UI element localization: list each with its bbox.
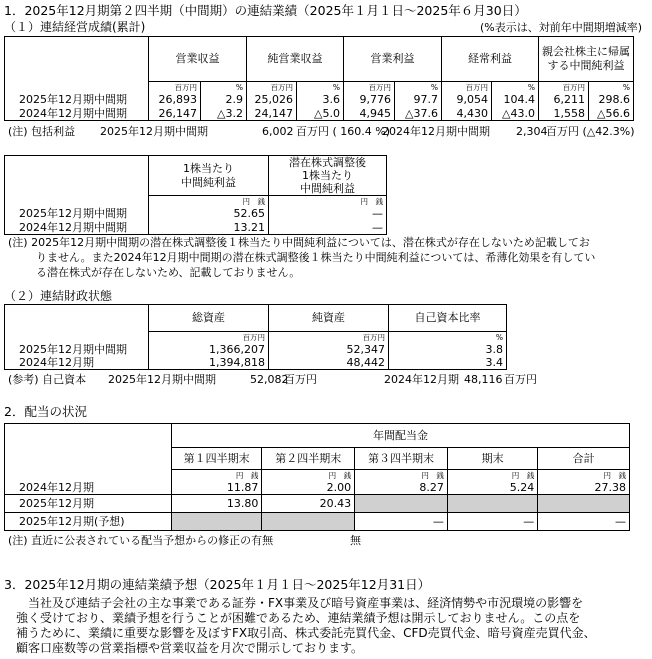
table-row bbox=[5, 343, 507, 356]
cell: 104.4 bbox=[492, 93, 539, 107]
unit-yen: 円 銭 bbox=[447, 470, 537, 481]
cell: 13.80 bbox=[171, 495, 261, 513]
row-label: 2024年12月期中間期 bbox=[5, 221, 149, 235]
cell: — bbox=[538, 513, 630, 531]
cell-empty bbox=[355, 495, 448, 513]
unit-yen: 円 銭 bbox=[538, 470, 630, 481]
unit-amount: 百万円 bbox=[442, 82, 492, 93]
unit-amount: 百万円 bbox=[149, 332, 269, 343]
cell: 298.6 bbox=[589, 93, 634, 107]
equity-ref-p1-unit: 百万円 bbox=[284, 373, 317, 386]
cell: 9,776 bbox=[344, 93, 395, 107]
cell: 2.9 bbox=[201, 93, 247, 107]
row-label: 2024年12月期 bbox=[5, 356, 149, 370]
cell: 1,394,818 bbox=[149, 356, 269, 370]
table-row bbox=[5, 221, 387, 235]
header-equity-ratio: 自己資本比率 bbox=[389, 305, 507, 332]
header-diluted-eps: 潜在株式調整後 1株当たり 中間純利益 bbox=[269, 156, 387, 196]
table-row bbox=[5, 356, 507, 370]
cell: 6,211 bbox=[539, 93, 589, 107]
unit-yen: 円 銭 bbox=[269, 196, 387, 207]
header-q2-end: 第２四半期末 bbox=[262, 448, 355, 470]
equity-ref-p1-label: 2025年12月期中間期 bbox=[108, 373, 216, 386]
row-label: 2024年12月期中間期 bbox=[5, 107, 149, 121]
cell: 20.43 bbox=[262, 495, 355, 513]
cell: 25,026 bbox=[247, 93, 297, 107]
dividends-table bbox=[4, 423, 630, 531]
cell: — bbox=[269, 207, 387, 221]
header-eps: 1株当たり 中間純利益 bbox=[149, 156, 269, 196]
cell: 4,430 bbox=[442, 107, 492, 121]
unit-pct: % bbox=[395, 82, 442, 93]
equity-ref-label: (参考) 自己資本 bbox=[8, 373, 87, 386]
cell-empty bbox=[262, 513, 355, 531]
unit-pct: % bbox=[297, 82, 344, 93]
forecast-paragraph: 当社及び連結子会社の主な事業である証券・FX事業及び暗号資産事業は、経済情勢や市況環境の影響を 強く受けており、業績予想を行うことが困難であるため、連結業績予想は開示しておりません。この点を 補うために、業績に重要な影響を及ぼすFX取引高、株式委託売買代金、CFD売買代金、暗号資産売買代金、 顧客口座数等の営業指標や営業収益を月次で開示しております。 bbox=[16, 596, 596, 655]
cell: 2.00 bbox=[262, 481, 355, 495]
cell-empty bbox=[447, 495, 537, 513]
row-label: 2025年12月期(予想) bbox=[5, 513, 172, 531]
unit-yen: 円 銭 bbox=[262, 470, 355, 481]
eps-table bbox=[4, 155, 387, 235]
unit-amount: 百万円 bbox=[539, 82, 589, 93]
eps-note: (注) 2025年12月期中間期の潜在株式調整後１株当たり中間純利益については、潜在株式が存在しないため記載してお りません。また2024年12月期中間期の潜在株式調整後１株当たり中間純利益については、希薄化効果を有してい る潜在株式が存在しないため、記載しておりません。 bbox=[8, 236, 596, 279]
cell: 13.21 bbox=[149, 221, 269, 235]
header-net-income: 親会社株主に帰属 する中間純利益 bbox=[539, 37, 634, 82]
equity-ref-p2-unit: 百万円 bbox=[504, 373, 537, 386]
header-fy-end: 期末 bbox=[447, 448, 537, 470]
cell: 3.6 bbox=[297, 93, 344, 107]
cell-empty bbox=[538, 495, 630, 513]
cell: 4,945 bbox=[344, 107, 395, 121]
comprehensive-income-p2-unit: 百万円 (△42.3%) bbox=[546, 125, 635, 138]
unit-amount: 百万円 bbox=[247, 82, 297, 93]
unit-amount: 百万円 bbox=[344, 82, 395, 93]
cell: △37.6 bbox=[395, 107, 442, 121]
header-ordinary-income: 経常利益 bbox=[442, 37, 539, 82]
cell: 26,147 bbox=[149, 107, 201, 121]
sub2-title: （２）連結財政状態 bbox=[4, 289, 113, 303]
row-label: 2025年12月期 bbox=[5, 495, 172, 513]
cell: — bbox=[269, 221, 387, 235]
pct-note: (%表示は、対前年中間期増減率) bbox=[479, 21, 642, 34]
table-row bbox=[5, 207, 387, 221]
cell: 24,147 bbox=[247, 107, 297, 121]
unit-amount: 百万円 bbox=[149, 82, 201, 93]
cell: △5.0 bbox=[297, 107, 344, 121]
section3-title: 3．2025年12月期の連結業績予想（2025年１月１日～2025年12月31日） bbox=[4, 577, 431, 592]
unit-yen: 円 銭 bbox=[355, 470, 448, 481]
cell: △3.2 bbox=[201, 107, 247, 121]
sub1-title: （１）連結経営成績(累計) bbox=[4, 20, 146, 34]
comprehensive-income-label: (注) 包括利益 bbox=[8, 125, 76, 138]
cell: 3.4 bbox=[389, 356, 507, 370]
header-q1-end: 第１四半期末 bbox=[171, 448, 261, 470]
cell: — bbox=[447, 513, 537, 531]
dividend-revision-note: (注) 直近に公表されている配当予想からの修正の有無 bbox=[8, 534, 274, 547]
table-row bbox=[5, 513, 630, 531]
row-label: 2025年12月期中間期 bbox=[5, 93, 149, 107]
row-label: 2025年12月期中間期 bbox=[5, 343, 149, 356]
header-operating-revenue: 営業収益 bbox=[149, 37, 247, 82]
cell: 52.65 bbox=[149, 207, 269, 221]
cell: 9,054 bbox=[442, 93, 492, 107]
table-row bbox=[5, 93, 634, 107]
comprehensive-income-p1-value: 6,002 bbox=[262, 125, 294, 138]
unit-pct: % bbox=[201, 82, 247, 93]
cell: 48,442 bbox=[269, 356, 389, 370]
dividend-revision-value: 無 bbox=[350, 534, 361, 547]
table-row bbox=[5, 481, 630, 495]
header-total-assets: 総資産 bbox=[149, 305, 269, 332]
financial-position-table bbox=[4, 304, 507, 370]
cell: 52,347 bbox=[269, 343, 389, 356]
table-row bbox=[5, 495, 630, 513]
equity-ref-p2-value: 48,116 bbox=[464, 373, 503, 386]
cell: 27.38 bbox=[538, 481, 630, 495]
header-q3-end: 第３四半期末 bbox=[355, 448, 448, 470]
cell: 1,366,207 bbox=[149, 343, 269, 356]
cell: 5.24 bbox=[447, 481, 537, 495]
unit-amount: 百万円 bbox=[269, 332, 389, 343]
equity-ref-p2-label: 2024年12月期 bbox=[384, 373, 459, 386]
equity-ref-p1-value: 52,082 bbox=[250, 373, 289, 386]
comprehensive-income-p1-label: 2025年12月期中間期 bbox=[100, 125, 208, 138]
cell-empty bbox=[171, 513, 261, 531]
comprehensive-income-p2-label: 2024年12月期中間期 bbox=[382, 125, 490, 138]
header-net-operating-revenue: 純営業収益 bbox=[247, 37, 344, 82]
section1-title: 1．2025年12月期第２四半期（中間期）の連結業績（2025年１月１日～2025年６月30日） bbox=[4, 3, 527, 18]
operating-results-table bbox=[4, 36, 634, 121]
section2-title: 2．配当の状況 bbox=[4, 404, 87, 419]
unit-pct: % bbox=[389, 332, 507, 343]
header-net-assets: 純資産 bbox=[269, 305, 389, 332]
row-label: 2025年12月期中間期 bbox=[5, 207, 149, 221]
cell: 1,558 bbox=[539, 107, 589, 121]
table-row bbox=[5, 107, 634, 121]
cell: △56.6 bbox=[589, 107, 634, 121]
comprehensive-income-p2-value: 2,304 bbox=[516, 125, 548, 138]
cell: 8.27 bbox=[355, 481, 448, 495]
unit-pct: % bbox=[589, 82, 634, 93]
cell: 11.87 bbox=[171, 481, 261, 495]
cell: 26,893 bbox=[149, 93, 201, 107]
row-label: 2024年12月期 bbox=[5, 481, 172, 495]
unit-pct: % bbox=[492, 82, 539, 93]
cell: 3.8 bbox=[389, 343, 507, 356]
header-total: 合計 bbox=[538, 448, 630, 470]
cell: 97.7 bbox=[395, 93, 442, 107]
header-annual-dividend: 年間配当金 bbox=[171, 424, 629, 448]
comprehensive-income-p1-unit: 百万円 ( 160.4 %) bbox=[296, 125, 391, 138]
unit-yen: 円 銭 bbox=[149, 196, 269, 207]
header-operating-income: 営業利益 bbox=[344, 37, 442, 82]
cell: — bbox=[355, 513, 448, 531]
unit-yen: 円 銭 bbox=[171, 470, 261, 481]
cell: △43.0 bbox=[492, 107, 539, 121]
